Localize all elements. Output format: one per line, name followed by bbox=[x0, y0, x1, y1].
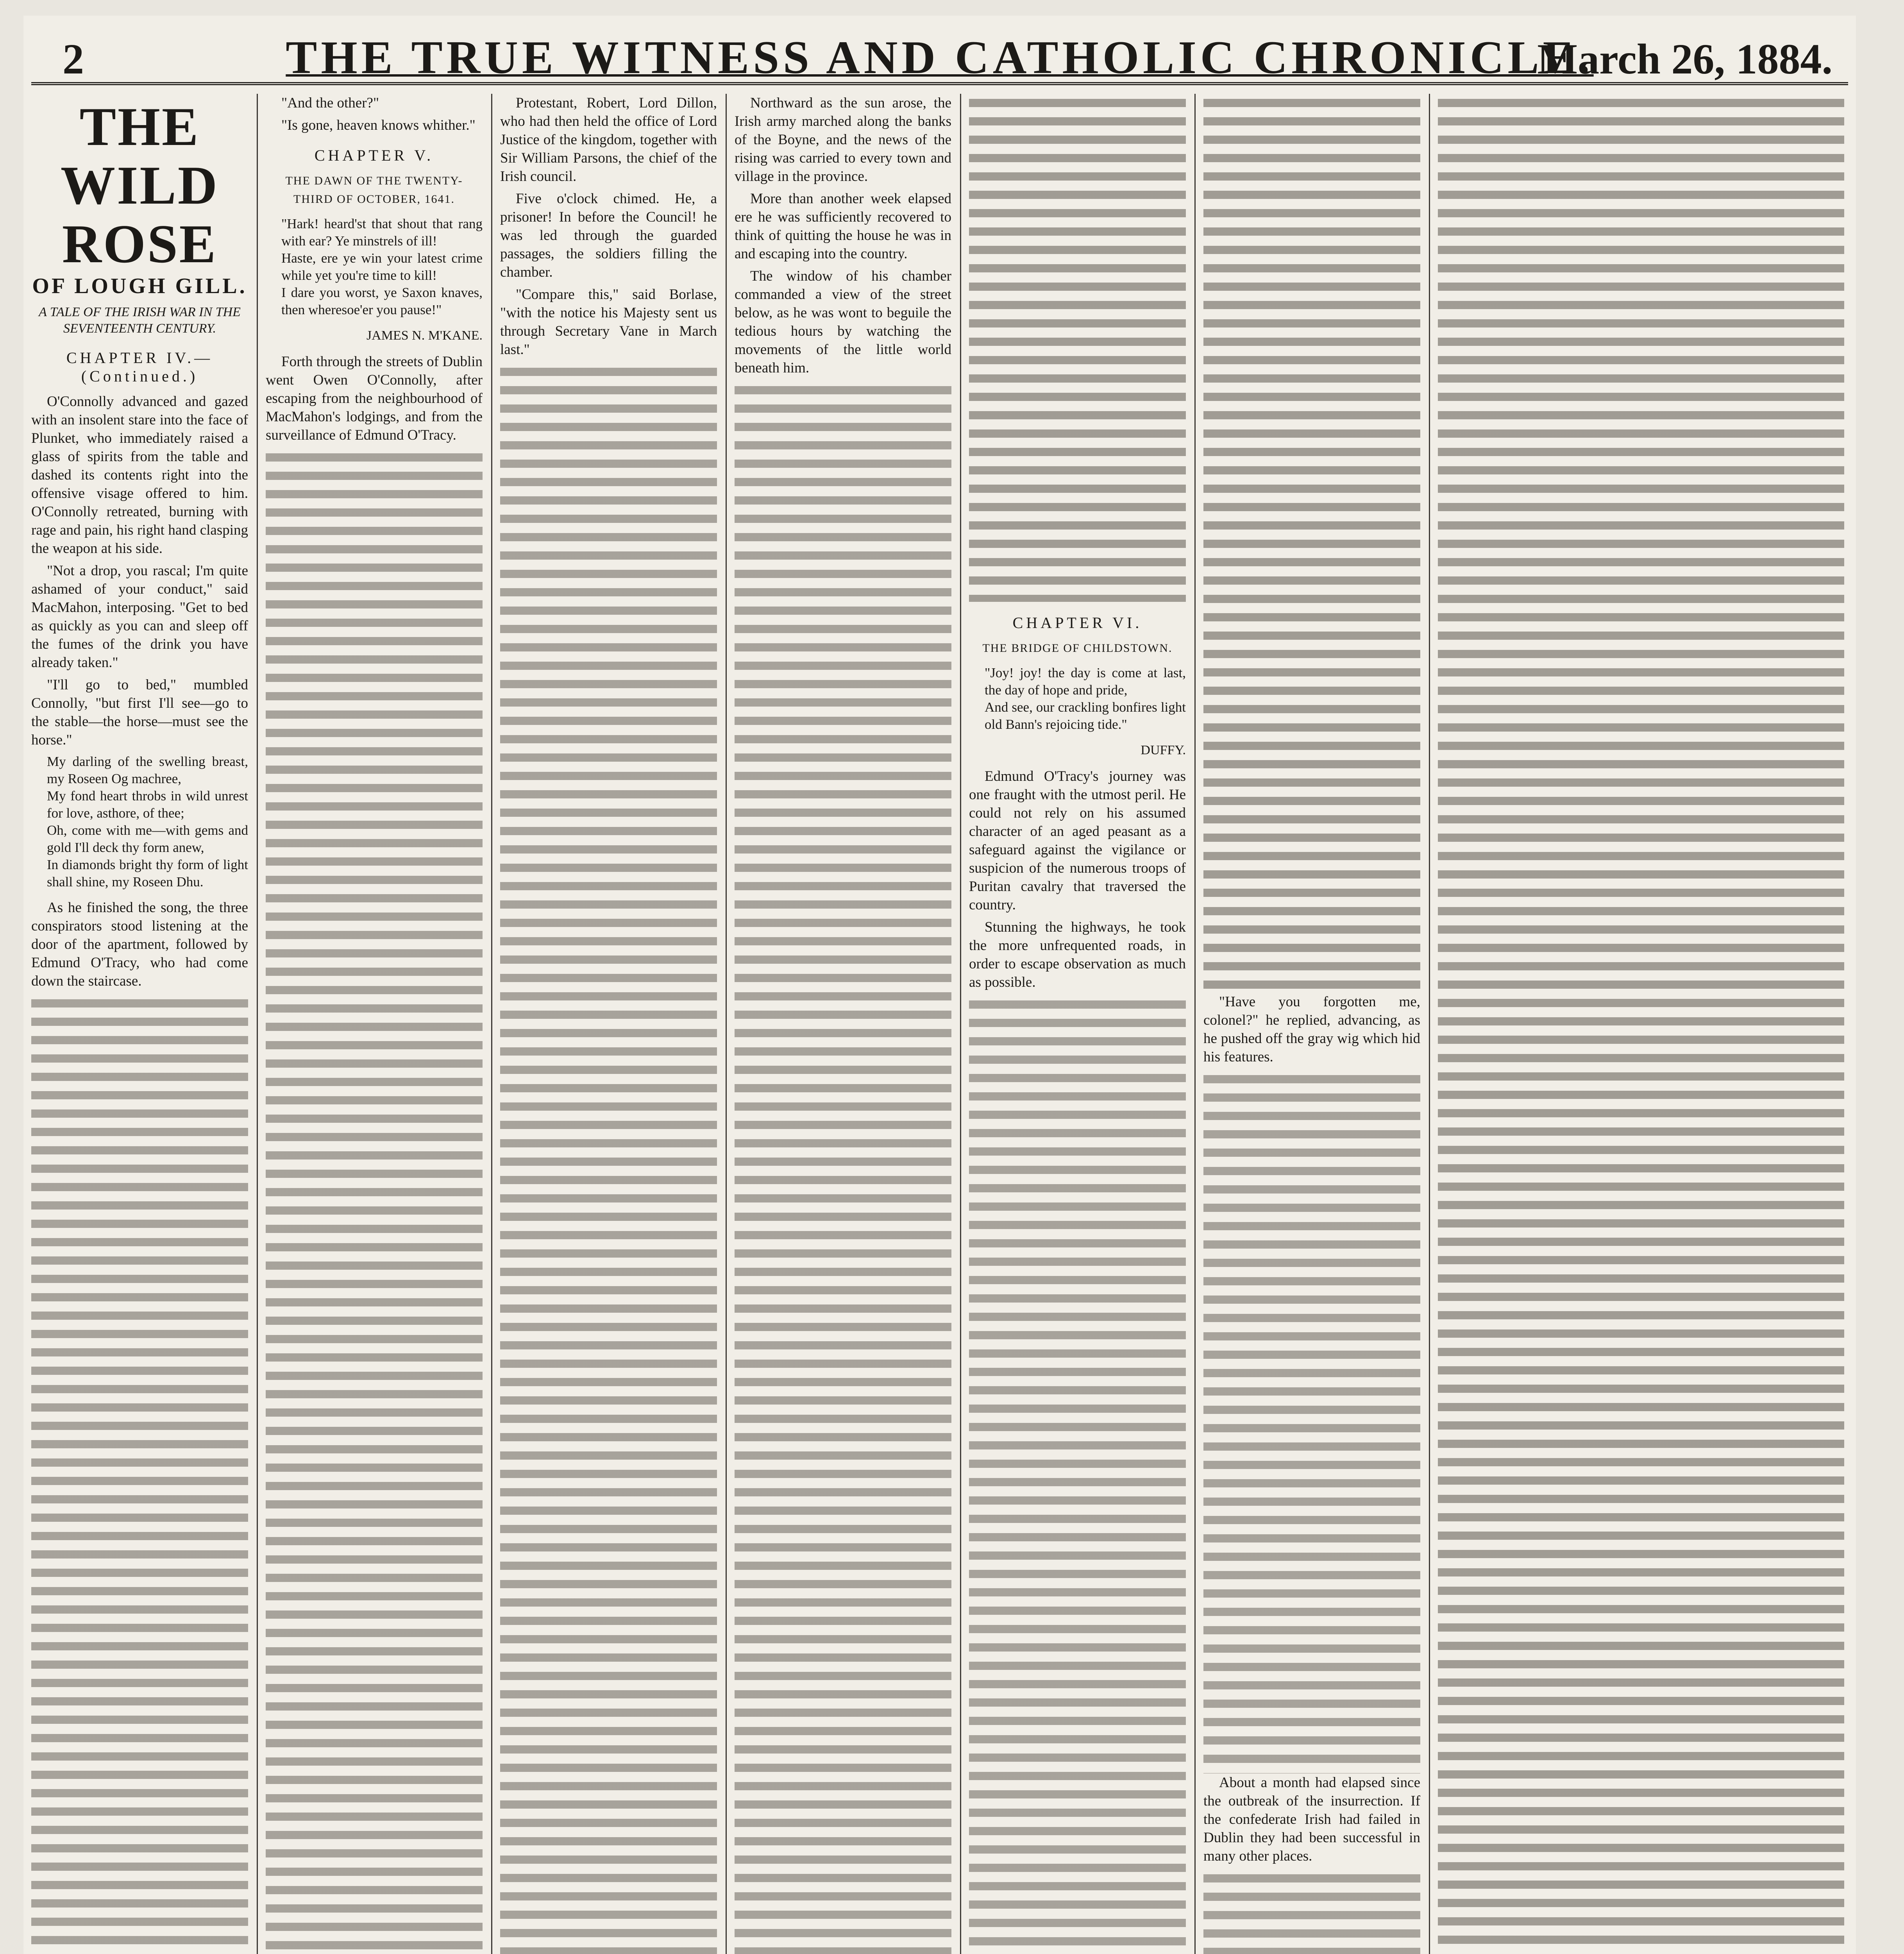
body-text-block bbox=[500, 363, 717, 1954]
newspaper-page bbox=[23, 16, 1856, 1954]
paragraph: "I'll go to bed," mumbled Connolly, "but first I'll see—go to the stable—the horse—must see the horse." bbox=[31, 677, 248, 748]
story-subtitle: OF LOUGH GILL. bbox=[32, 274, 247, 298]
column-3 bbox=[500, 94, 717, 1954]
story-title: THE WILD ROSE bbox=[61, 97, 219, 274]
body-text-block bbox=[1203, 1070, 1420, 1773]
column-1 bbox=[31, 94, 248, 1954]
chapter-iv-heading: CHAPTER IV.—(Continued.) bbox=[66, 349, 213, 385]
body-text-block bbox=[31, 994, 248, 1954]
paragraph: Edmund O'Tracy's journey was one fraught with the utmost peril. He could not rely on his assumed character of an aged peasant as a safeguard against the vigilance or suspicion of the numerous troops of Puritan cavalry that traversed the country. bbox=[969, 768, 1186, 913]
paragraph: Forth through the streets of Dublin went Owen O'Connolly, after escaping from the neighbourhood of MacMahon's lodgings, and from the surveillance of Edmund O'Tracy. bbox=[266, 354, 483, 443]
column-7 bbox=[1438, 94, 1844, 1954]
paragraph: About a month had elapsed since the outbreak of the insurrection. If the confederate Irish had failed in Dublin they had been successful in many other places. bbox=[1203, 1775, 1420, 1864]
column-4 bbox=[735, 94, 951, 1954]
column-rule bbox=[960, 94, 961, 1954]
column-6 bbox=[1203, 94, 1420, 1954]
article-columns bbox=[31, 94, 1848, 1954]
column-rule bbox=[257, 94, 258, 1954]
body-text-block bbox=[969, 995, 1186, 1954]
paragraph: "Not a drop, you rascal; I'm quite ashamed of your conduct," said MacMahon, interposing. "Get to bed as quickly as you can and sleep off the fumes of the drink you have already taken." bbox=[31, 563, 248, 671]
issue-date: March 26, 1884. bbox=[1537, 35, 1832, 83]
paragraph: O'Connolly advanced and gazed with an insolent stare into the face of Plunket, who immediately raised a glass of spirits from the table and dashed its contents right into the offensive visage offered to him. O'Connolly retreated, burning with rage and pain, his right hand clasping the weapon at his side. bbox=[31, 394, 248, 556]
story-tagline: A TALE OF THE IRISH WAR IN THE SEVENTEENTH CENTURY. bbox=[39, 305, 241, 336]
column-rule bbox=[1429, 94, 1430, 1954]
column-rule bbox=[491, 94, 492, 1954]
verse: "Hark! heard'st that shout that rang with ear? Ye minstrels of ill! Haste, ere ye win your latest crime while yet you're time to kill! I dare you worst, ye Saxon knaves, then wheresoe'er you pause!" bbox=[281, 216, 483, 317]
chapter-v-subheading: THE DAWN OF THE TWENTY-THIRD OF OCTOBER, 1641. bbox=[285, 174, 463, 206]
page-number: 2 bbox=[63, 35, 84, 83]
paragraph: Five o'clock chimed. He, a prisoner! In before the Council! he was led through the guarded passages, the soldiers filling the chamber. bbox=[500, 191, 717, 280]
verse-signature: DUFFY. bbox=[1141, 743, 1186, 757]
column-5 bbox=[969, 94, 1186, 1954]
column-rule bbox=[726, 94, 727, 1954]
paragraph: More than another week elapsed ere he was sufficiently recovered to think of quitting the house he was in and escaping into the country. bbox=[735, 191, 951, 262]
verse: "Joy! joy! the day is come at last, the day of hope and pride, And see, our crackling bonfires light old Bann's rejoicing tide." bbox=[985, 665, 1186, 732]
paragraph: "Compare this," said Borlase, "with the notice his Majesty sent us through Secretary Vane in March last." bbox=[500, 286, 717, 358]
paragraph: "Have you forgotten me, colonel?" he replied, advancing, as he pushed off the gray wig which hid his features. bbox=[1203, 994, 1420, 1065]
paragraph: Stunning the highways, he took the more unfrequented roads, in order to escape observation as much as possible. bbox=[969, 919, 1186, 990]
chapter-v-heading: CHAPTER V. bbox=[314, 147, 434, 164]
body-text-block bbox=[735, 381, 951, 1954]
verse: My darling of the swelling breast, my Roseen Og machree, My fond heart throbs in wild unrest for love, asthore, of thee; Oh, come with me—with gems and gold I'll deck thy form anew, In diamonds bright thy form of light shall shine, my Roseen Dhu. bbox=[47, 754, 248, 889]
chapter-vi-heading: CHAPTER VI. bbox=[1012, 614, 1142, 632]
masthead bbox=[31, 23, 1848, 85]
column-2 bbox=[266, 94, 483, 1954]
body-text-block bbox=[969, 94, 1186, 602]
paragraph: The window of his chamber commanded a view of the street below, as he was wont to beguile the tedious hours by watching the movements of the little world beneath him. bbox=[735, 268, 951, 376]
column-rule bbox=[1194, 94, 1196, 1954]
paragraph: As he finished the song, the three conspirators stood listening at the door of the apartment, followed by Edmund O'Tracy, who had come down the staircase. bbox=[31, 900, 248, 989]
chapter-vi-subheading: THE BRIDGE OF CHILDSTOWN. bbox=[982, 642, 1173, 655]
paragraph: Protestant, Robert, Lord Dillon, who had then held the office of Lord Justice of the kingdom, together with Sir William Parsons, the chief of the Irish council. bbox=[500, 95, 717, 184]
body-text-block bbox=[1203, 94, 1420, 993]
paragraph: Northward as the sun arose, the Irish army marched along the banks of the Boyne, and the news of the rising was carried to every town and village in the province. bbox=[735, 95, 951, 184]
body-text-block bbox=[1438, 94, 1844, 1954]
paragraph: "And the other?" bbox=[281, 95, 379, 111]
body-text-block bbox=[266, 448, 483, 1954]
paragraph: "Is gone, heaven knows whither." bbox=[281, 117, 476, 133]
verse-signature: JAMES N. M'KANE. bbox=[366, 328, 483, 343]
newspaper-title: THE TRUE WITNESS AND CATHOLIC CHRONICLE. bbox=[286, 31, 1594, 83]
body-text-block bbox=[1203, 1869, 1420, 1954]
